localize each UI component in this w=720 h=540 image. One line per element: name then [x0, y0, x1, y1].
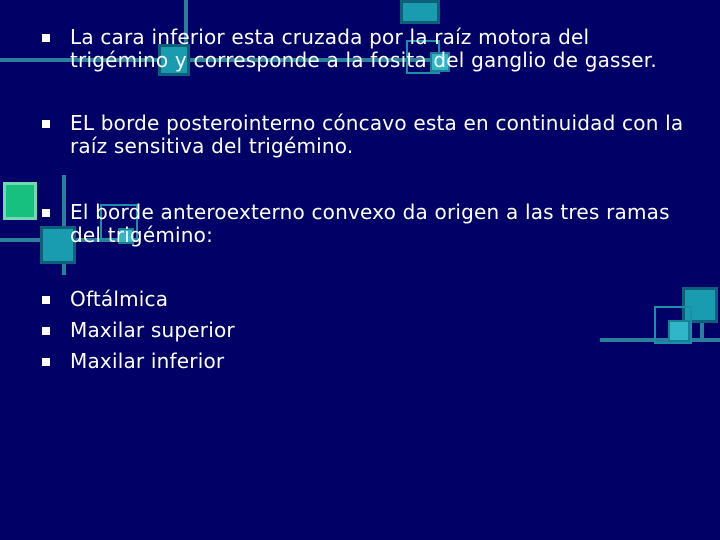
list-item — [42, 26, 690, 76]
bullet-text: Maxilar inferior — [70, 349, 225, 373]
list-item — [42, 288, 690, 312]
bullet-marker — [42, 120, 50, 128]
list-item — [42, 112, 690, 162]
bullet-marker — [42, 358, 50, 366]
list-item — [42, 201, 690, 251]
bullet-text: Oftálmica — [70, 287, 169, 311]
bullet-text: El borde anteroexterno convexo da origen a las tres ramas del trigémino: — [70, 200, 670, 247]
decorative-square — [3, 182, 37, 220]
bullet-marker — [42, 296, 50, 304]
bullet-text: EL borde posterointerno cóncavo esta en continuidad con la raíz sensitiva del trigémino. — [70, 111, 684, 158]
list-item — [42, 350, 690, 374]
bullet-marker — [42, 209, 50, 217]
decorative-square — [400, 0, 440, 24]
bullet-text: La cara inferior esta cruzada por la raíz motora del trigémino y corresponde a la fosita del ganglio de gasser. — [70, 25, 657, 72]
bullet-marker — [42, 327, 50, 335]
bullet-text: Maxilar superior — [70, 318, 235, 342]
bullet-marker — [42, 34, 50, 42]
list-item — [42, 319, 690, 343]
